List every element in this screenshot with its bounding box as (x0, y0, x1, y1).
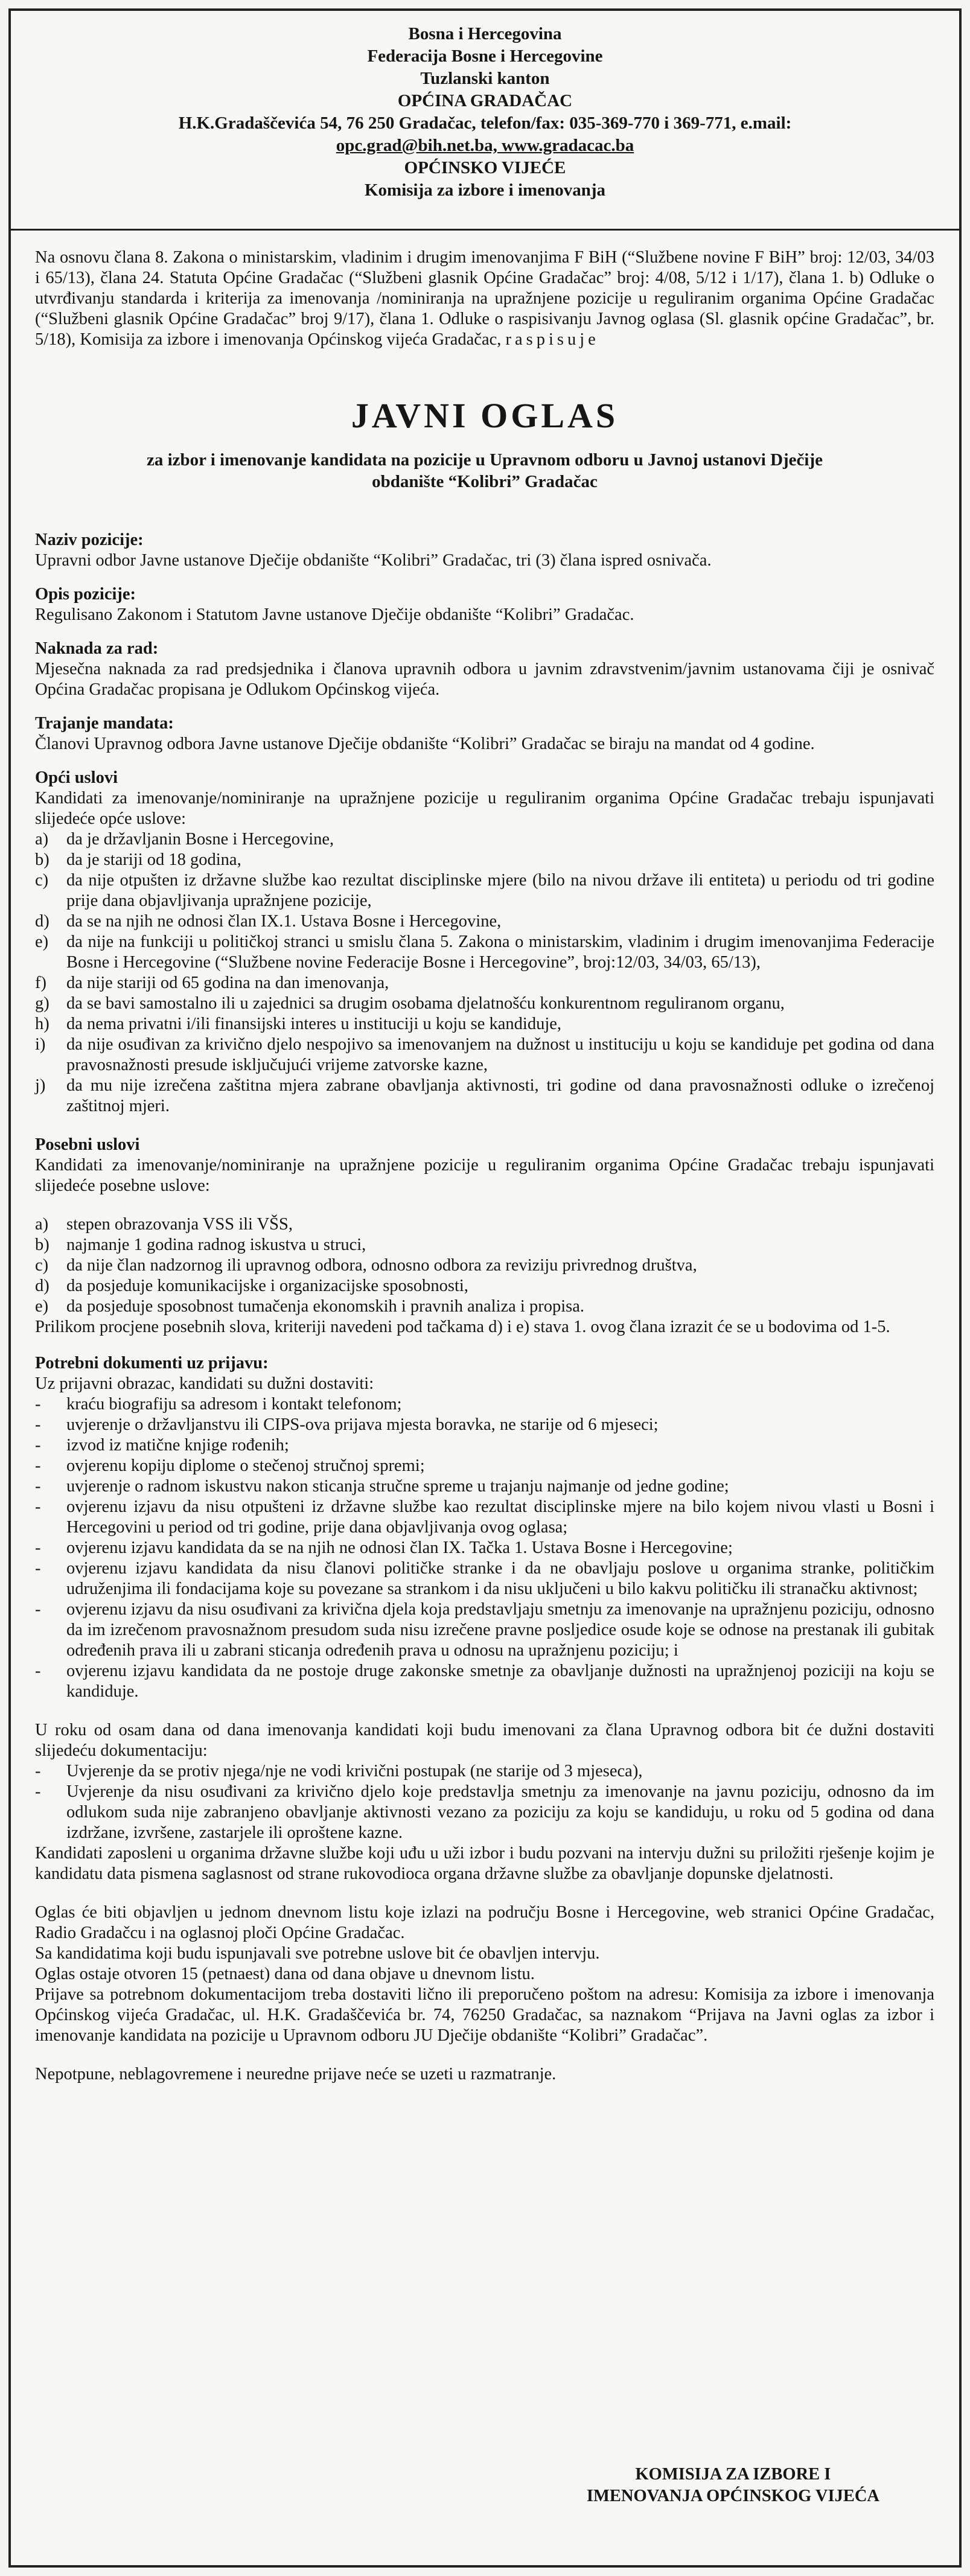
list-text: najmanje 1 godina radnog iskustva u struci, (66, 1235, 366, 1254)
list-text: ovjerenu izjavu da nisu osuđivani za krivična djela koja predstavljaju smetnju za imenovanje na upražnjenu poziciju, odnosno da im izrečenom pravosnažnom presudom suda nisu izrečene pravne posljedice osude koje se odnose na prestanak ili gubitak određenih prava ili u zabrani sticanja određenih prava u odnosu na upražnjenu poziciju; i (66, 1600, 934, 1660)
list-item: - ovjerenu izjavu da nisu osuđivani za krivična djela koja predstavljaju smetnju za imenovanje na upražnjenu poziciju, odnosno da im izrečenom pravosnažnom presudom suda nisu izrečene pravne posljedice osude koje se odnose na prestanak ili gubitak određenih prava ili u zabrani sticanja određenih prava u odnosu na upražnjenu poziciju; i (35, 1600, 934, 1660)
list-text: ovjerenu izjavu kandidata da ne postoje druge zakonske smetnje za obavljanje dužnosti na upražnjenoj poziciji na koju se kandiduje. (66, 1662, 934, 1701)
closing-interview: Sa kandidatima koji budu ispunjavali sve potrebne uslove bit će obavljen intervju. (35, 1944, 600, 1963)
list-text: uvjerenje o radnom iskustvu nakon sticanja stručne spreme u trajanju najmanje od jedne godine; (66, 1477, 729, 1496)
list-marker: a) (35, 1215, 49, 1234)
header-federation: Federacija Bosne i Hercegovine (367, 46, 603, 66)
list-marker: c) (35, 1256, 49, 1275)
header (8, 8, 962, 202)
list-marker: d) (35, 1277, 49, 1295)
list-item: - Uvjerenje da se protiv njega/nje ne vodi krivični postupak (ne starije od 3 mjeseca), (35, 1762, 643, 1781)
subtitle-line-2: obdanište “Kolibri” Gradačac (372, 472, 598, 491)
opci-list (35, 829, 934, 1117)
section-text: Članovi Upravnog odbora Javne ustanove Dječije obdanište “Kolibri” Gradačac se biraju na mandat od 4 godine. (35, 735, 815, 753)
list-text: stepen obrazovanja VSS ili VŠS, (66, 1215, 293, 1234)
list-marker: d) (35, 912, 49, 931)
header-commission: Komisija za izbore i imenovanja (365, 180, 605, 200)
section-heading: Opći uslovi (35, 768, 118, 787)
list-marker: i) (35, 1035, 46, 1054)
header-council: OPĆINSKO VIJEĆE (404, 158, 566, 177)
section-intro: Kandidati za imenovanje/nominiranje na upražnjene pozicije u reguliranim organima Općine Gradačac trebaju ispunjavati slijedeće opće uslove: (35, 789, 934, 828)
list-text: uvjerenje o državljanstvu ili CIPS-ova prijava mjesta boravka, ne starije od 6 mjeseci; (66, 1415, 659, 1434)
list-item (35, 850, 934, 870)
section-text: Mjesečna naknada za rad predsjednika i članova upravnih odbora u javnim zdravstvenim/javnim ustanovama čiji je osnivač Općina Gradačac propisana je Odlukom Općinskog vijeća. (35, 660, 934, 699)
closing-incomplete: Nepotpune, neblagovremene i neuredne prijave neće se uzeti u razmatranje. (35, 2065, 557, 2083)
rok-list (35, 1761, 934, 1843)
list-marker: j) (35, 1076, 46, 1095)
list-item (35, 1076, 934, 1117)
list-text: da se bavi samostalno ili u zajednici sa drugim osobama djelatnošću konkurentnom reguliranom organu, (66, 994, 785, 1013)
list-item (35, 1296, 934, 1317)
list-marker: f) (35, 974, 46, 992)
list-item: - ovjerenu izjavu da nisu otpušteni iz državne službe kao rezultat disciplinske mjere na bilo kojem nivou vlasti u Bosni i Hercegovini u period od tri godine, prije dana objavljivanja ovog oglasa; (35, 1497, 934, 1537)
list-text: Uvjerenje da se protiv njega/nje ne vodi krivični postupak (ne starije od 3 mjeseca), (66, 1762, 643, 1781)
list-marker: b) (35, 850, 49, 869)
list-text: da je državljanin Bosne i Hercegovine, (66, 830, 334, 849)
closing-submission: Prijave sa potrebnom dokumentacijom treba dostaviti lično ili preporučeno poštom na adresu: Komisija za izbore i imenovanja Općinskog vijeća Gradačac, ul. H.K. Gradaščevića br. 74, 76250 Gradačac, sa naznakom “Prijava na Javni oglas za izbor i imenovanje kandidata na pozicije u Upravnom odboru JU Dječije obdanište “Kolibri” Gradačac”. (35, 1985, 934, 2045)
section-heading: Naknada za rad: (35, 639, 159, 658)
header-address: H.K.Gradaščevića 54, 76 250 Gradačac, telefon/fax: 035-369-770 i 369-771, e.mail: (178, 113, 792, 133)
section-heading: Naziv pozicije: (35, 531, 144, 549)
page-title: JAVNI OGLAS (351, 396, 619, 435)
list-text: izvod iz matične knjige rođenih; (66, 1436, 289, 1455)
posebni-list (35, 1214, 934, 1317)
section-closing (35, 1902, 934, 2085)
rok-paragraph: Kandidati zaposleni u organima državne službe koji uđu u uži izbor i budu pozvani na intervju dužni su priložiti rješenje kojim je kandidatu data pismena saglasnost od strane rukovodioca organa državne službe za obavljanje dopunske djelatnosti. (35, 1844, 934, 1883)
signature-line-1: KOMISIJA ZA IZBORE I (635, 2465, 831, 2484)
list-marker: e) (35, 933, 49, 951)
list-text: da nije na funkciji u političkoj stranci u smislu člana 5. Zakona o ministarskim, vladinim i drugim imenovanjima Federacije Bosne i Hercegovine (“Službene novine Federacije Bosne i Hercegovine”, broj:12/03, 34/03, 65/13), (66, 933, 934, 972)
list-item (35, 993, 934, 1014)
list-text: ovjerenu izjavu kandidata da se na njih ne odnosi član IX. Tačka 1. Ustava Bosne i Hercegovine; (66, 1538, 733, 1557)
list-item (35, 1276, 934, 1296)
section-rok (35, 1720, 934, 1884)
list-item (35, 973, 934, 993)
list-item: - ovjerenu izjavu kandidata da se na njih ne odnosi član IX. Tačka 1. Ustava Bosne i Hercegovine; (35, 1538, 733, 1557)
header-box (8, 8, 962, 231)
list-marker: b) (35, 1235, 49, 1254)
list-text: da posjeduje komunikacijske i organizacijske sposobnosti, (66, 1277, 468, 1295)
list-marker: g) (35, 994, 49, 1013)
list-item: - ovjerenu izjavu kandidata da ne postoje druge zakonske smetnje za obavljanje dužnosti na upražnjenoj poziciji na koju se kandiduje. (35, 1662, 934, 1701)
signature-line-2: IMENOVANJA OPĆINSKOG VIJEĆA (586, 2487, 879, 2505)
list-text: ovjerenu izjavu kandidata da nisu članovi političke stranke i da ne obavljaju poslove u organima stranke, političkim udruženjima ili fondacijama koje su povezane sa strankom i da nisu uključeni u bilo kakvu političku ili stranačku aktivnost; (66, 1559, 934, 1598)
list-marker: h) (35, 1015, 49, 1033)
list-item (35, 1235, 934, 1255)
list-text: ovjerenu kopiju diplome o stečenoj stručnoj spremi; (66, 1456, 425, 1475)
header-country: Bosna i Hercegovina (408, 24, 562, 43)
list-text: da nije osuđivan za krivično djelo nespojivo sa imenovanjem na dužnost u instituciju u koju se kandiduje pet godina od dana pravosnažnosti presude isključujući vrijeme zatvorske kazne, (66, 1035, 934, 1074)
list-text: kraću biografiju sa adresom i kontakt telefonom; (66, 1395, 402, 1414)
list-item: - uvjerenje o državljanstvu ili CIPS-ova prijava mjesta boravka, ne starije od 6 mjeseci; (35, 1415, 659, 1434)
list-text: da nema privatni i/ili finansijski interes u instituciji u koju se kandiduje, (66, 1015, 562, 1033)
list-marker: e) (35, 1297, 49, 1316)
signature-block (587, 2464, 879, 2507)
closing-publication: Oglas će biti objavljen u jednom dnevnom listu koje izlazi na području Bosne i Hercegovine, web stranici Općine Gradačac, Radio Gradačcu i na oglasnoj ploči Općine Gradačac. (35, 1903, 934, 1942)
list-text: da nije stariji od 65 godina na dan imenovanja, (66, 974, 389, 992)
list-item: - izvod iz matične knjige rođenih; (35, 1436, 289, 1455)
section-heading: Trajanje mandata: (35, 714, 174, 733)
section-heading: Potrebni dokumenti uz prijavu: (35, 1354, 269, 1372)
list-item (35, 1014, 934, 1035)
list-text: da mu nije izrečena zaštitna mjera zabrane obavljanja aktivnosti, tri godine od dana pravosnažnosti odluke o izrečenoj zaštitnoj mjeri. (66, 1076, 934, 1115)
list-item: - uvjerenje o radnom iskustvu nakon sticanja stručne spreme u trajanju najmanje od jedne godine; (35, 1477, 729, 1496)
section-text: Upravni odbor Javne ustanove Dječije obdanište “Kolibri” Gradačac, tri (3) člana ispred osnivača. (35, 551, 712, 570)
header-municipality: OPĆINA GRADAČAC (397, 91, 573, 110)
list-item: - ovjerenu izjavu kandidata da nisu članovi političke stranke i da ne obavljaju poslove u organima stranke, političkim udruženjima ili fondacijama koje su povezane sa strankom i da nisu uključeni u bilo kakvu političku ili stranačku aktivnost; (35, 1559, 934, 1598)
section-heading: Posebni uslovi (35, 1135, 140, 1154)
header-contact-links[interactable]: opc.grad@bih.net.ba, www.gradacac.ba (336, 136, 634, 155)
section-naknada (35, 639, 934, 700)
list-text: ovjerenu izjavu da nisu otpušteni iz državne službe kao rezultat disciplinske mjere na bilo kojem nivou vlasti u Bosni i Hercegovini u period od tri godine, prije dana objavljivanja ovog oglasa; (66, 1497, 934, 1537)
section-text: Regulisano Zakonom i Statutom Javne ustanove Dječije obdanište “Kolibri” Gradačac. (35, 605, 634, 624)
list-item (35, 1214, 934, 1235)
list-text: da se na njih ne odnosi član IX.1. Ustava Bosne i Hercegovine, (66, 912, 502, 931)
list-marker: a) (35, 830, 49, 849)
section-intro: Kandidati za imenovanje/nominiranje na upražnjene pozicije u reguliranim organima Općine Gradačac trebaju ispunjavati slijedeće posebne uslove: (35, 1156, 934, 1195)
list-item (35, 932, 934, 973)
list-item: - Uvjerenje da nisu osuđivani za krivično djelo koje predstavlja smetnju za imenovanje na javnu poziciju, odnosno da im odlukom suda nije zabranjeno obavljanje aktivnosti vezano za poziciju za koju se kandiduju, u roku od 5 godina od dana izdržane, izvršene, zastarjele ili oproštene kazne. (35, 1782, 934, 1842)
list-item: - kraću biografiju sa adresom i kontakt telefonom; (35, 1395, 402, 1414)
intro-paragraph (35, 247, 934, 350)
header-canton: Tuzlanski kanton (420, 69, 550, 88)
ad-content (35, 247, 934, 2098)
section-dokumenti (35, 1353, 934, 1702)
closing-deadline: Oglas ostaje otvoren 15 (petnaest) dana od dana objave u dnevnom listu. (35, 1965, 535, 1983)
list-text: da je stariji od 18 godina, (66, 850, 241, 869)
list-item: - ovjerenu kopiju diplome o stečenoj stručnoj spremi; (35, 1456, 425, 1475)
section-opis (35, 584, 934, 625)
list-text: Uvjerenje da nisu osuđivani za krivično djelo koje predstavlja smetnju za imenovanje na javnu poziciju, odnosno da im odlukom suda nije zabranjeno obavljanje aktivnosti vezano za poziciju za koju se kandiduju, u roku od 5 godina od dana izdržane, izvršene, zastarjele ili oproštene kazne. (66, 1782, 934, 1842)
list-item (35, 829, 934, 850)
list-text: da nije član nadzornog ili upravnog odbora, odnosno odbora za reviziju privrednog društva, (66, 1256, 697, 1275)
page-subtitle (35, 449, 934, 493)
subtitle-line-1: za izbor i imenovanje kandidata na pozicije u Upravnom odboru u Javnoj ustanovi Dječije (146, 450, 823, 470)
section-opci-uslovi (35, 768, 934, 1117)
list-item (35, 1035, 934, 1076)
list-text: da nije otpušten iz državne službe kao rezultat disciplinske mjere (bilo na nivou države ili entiteta) u periodu od tri godine prije dana objavljivanja upražnjene pozicije, (66, 871, 934, 910)
list-marker: c) (35, 871, 49, 890)
intro-text: Na osnovu člana 8. Zakona o ministarskim, vladinim i drugim imenovanjima F BiH (“Službene novine F BiH” broj: 12/03, 34/03 i 65/13), člana 24. Statuta Općine Gradačac (“Službeni glasnik Općine Gradačac” broj: 4/08, 5/12 i 1/17), člana 1. b) Odluke o utvrđivanju standarda i kriterija za imenovanja /nominiranja na upražnjene pozicije u reguliranim organima Općine Gradačac (“Službeni glasnik Općine Gradačac” broj 9/17), člana 1. Odluke o raspisivanju Javnog oglasa (Sl. glasnik općine Gradačac”, br. 5/18), Komisija za izbore i imenovanja Općinskog vijeća Gradačac, (35, 248, 934, 349)
list-item (35, 911, 934, 932)
list-item (35, 1255, 934, 1276)
section-naziv (35, 530, 934, 571)
rok-intro: U roku od osam dana od dana imenovanja kandidati koji budu imenovani za člana Upravnog odbora bit će dužni dostaviti slijedeću dokumentaciju: (35, 1721, 934, 1760)
section-trajanje (35, 713, 934, 754)
posebni-note: Prilikom procjene posebnih slova, kriteriji navedeni pod tačkama d) i e) stava 1. ovog člana izrazit će se u bodovima od 1-5. (35, 1318, 890, 1336)
section-heading: Opis pozicije: (35, 585, 136, 604)
list-text: da posjeduje sposobnost tumačenja ekonomskih i pravnih analiza i propisa. (66, 1297, 584, 1316)
intro-raspisuje: raspisuje (505, 330, 599, 349)
list-item (35, 870, 934, 911)
section-intro: Uz prijavni obrazac, kandidati su dužni dostaviti: (35, 1374, 374, 1393)
dokumenti-list (35, 1394, 934, 1702)
section-posebni-uslovi (35, 1135, 934, 1337)
